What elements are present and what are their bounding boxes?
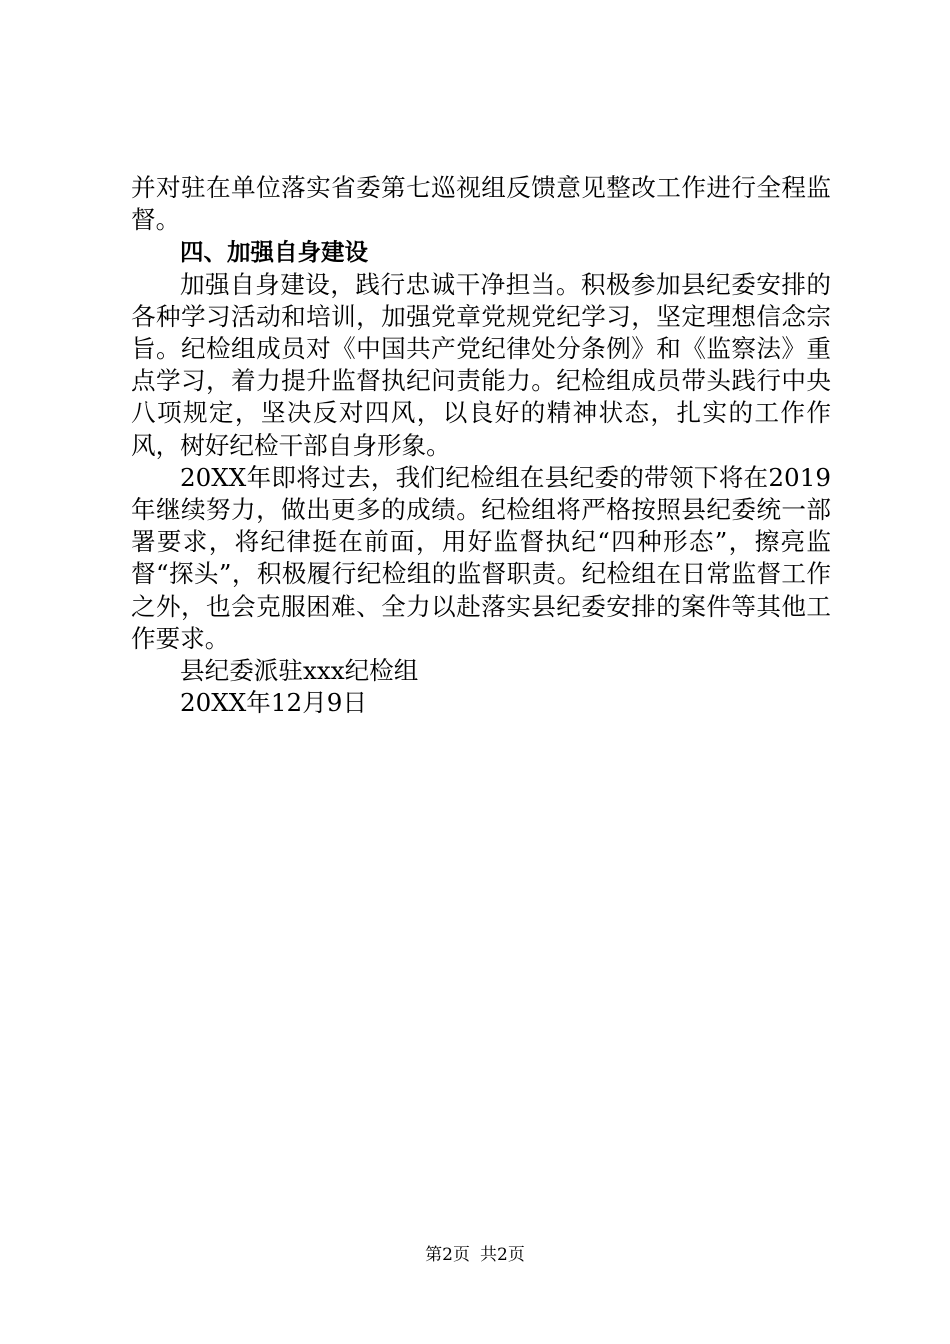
page-total: 共2页 xyxy=(480,1245,525,1265)
continued-paragraph: 并对驻在单位落实省委第七巡视组反馈意见整改工作进行全程监督。 xyxy=(131,173,831,235)
page-footer xyxy=(0,1244,950,1266)
section-heading: 四、加强自身建设 xyxy=(180,238,368,267)
document-date: 20XX年12月9日 xyxy=(180,688,368,718)
paragraph-self-building: 加强自身建设，践行忠诚干净担当。积极参加县纪委安排的各种学习活动和培训，加强党章党规党纪学习，坚定理想信念宗旨。纪检组成员对《中国共产党纪律处分条例》和《监察法》重点学习，着力提升监督执纪问责能力。纪检组成员带头践行中央八项规定，坚决反对四风，以良好的精神状态，扎实的工作作风，树好纪检干部自身形象。 xyxy=(131,269,831,460)
document-body xyxy=(131,172,831,719)
signature: 县纪委派驻xxx纪检组 xyxy=(180,656,419,686)
page-number: 第2页 xyxy=(425,1245,470,1265)
paragraph-year-summary: 20XX年即将过去，我们纪检组在县纪委的带领下将在2019年继续努力，做出更多的成绩。纪检组将严格按照县纪委统一部署要求，将纪律挺在前面，用好监督执纪“四种形态”，擦亮监督“探头”，积极履行纪检组的监督职责。纪检组在日常监督工作之外，也会克服困难、全力以赴落实县纪委安排的案件等其他工作要求。 xyxy=(131,462,831,653)
